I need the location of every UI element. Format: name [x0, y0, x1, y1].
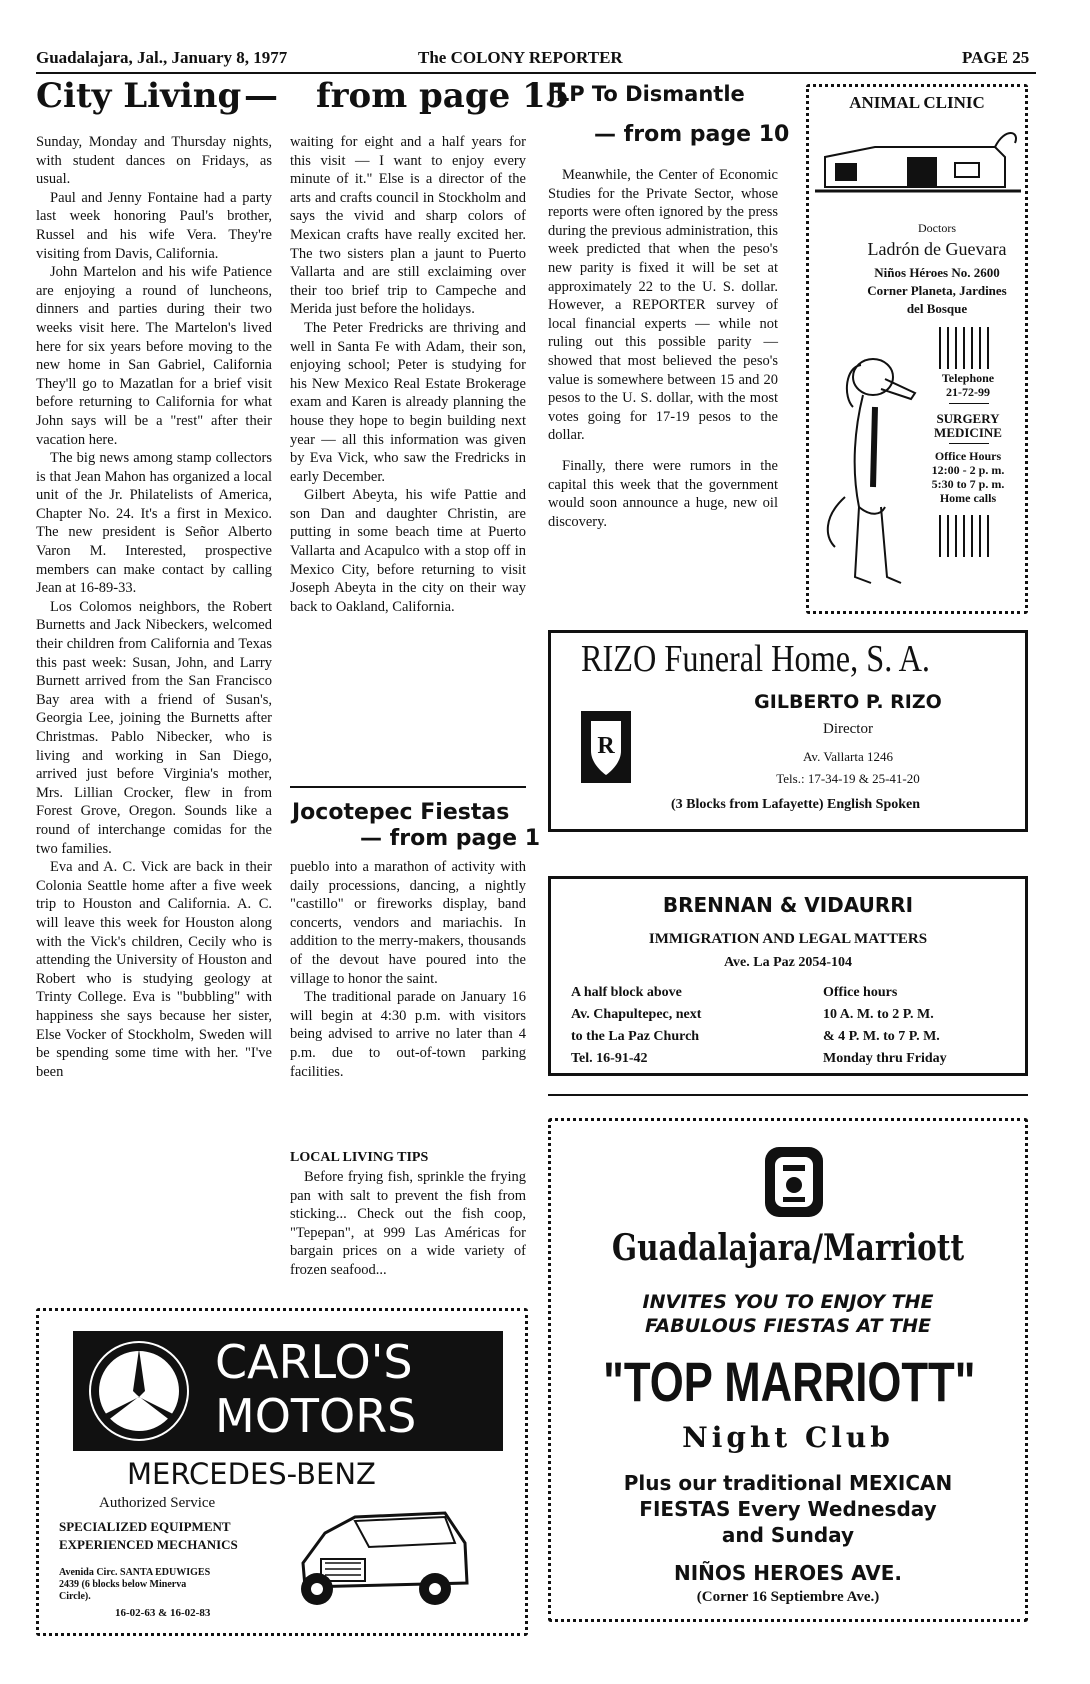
city-living-from: from page 15	[316, 76, 570, 116]
rizo-note: (3 Blocks from Lafayette) English Spoken	[671, 797, 921, 812]
marriott-corner: (Corner 16 Septiembre Ave.)	[696, 1589, 880, 1605]
carlos-name-1: CARLO'S	[215, 1335, 413, 1389]
service-medicine: MEDICINE	[934, 425, 1002, 440]
telephone-number: 21-72-99	[946, 385, 990, 399]
animal-clinic-title: ANIMAL CLINIC	[849, 93, 985, 112]
rizo-logo-letter: R	[597, 733, 615, 759]
page-number: PAGE 25	[962, 48, 1030, 67]
city-living-title: City Living	[36, 76, 242, 116]
brennan-location-2: Av. Chapultepec, next	[571, 1007, 702, 1022]
jocotepec-from: — from page 1	[360, 826, 541, 851]
service-surgery: SURGERY	[936, 411, 1000, 426]
carlos-address-1: Avenida Circ. SANTA EDUWIGES	[59, 1567, 211, 1578]
carlos-line-2: EXPERIENCED MECHANICS	[59, 1537, 238, 1552]
paragraph: Before frying fish, sprinkle the frying pan with salt to prevent the fish from sticking... Check out the fish coop, "Tepepan", at 999 Las Américas for bargain prices on a wide variety of frozen seafood...	[290, 1169, 526, 1278]
clinic-building-icon	[815, 117, 1021, 207]
rizo-director-label: Director	[823, 721, 873, 737]
animal-clinic-ad	[806, 84, 1028, 614]
carlos-address-3: Circle).	[59, 1591, 91, 1602]
paragraph: Los Colomos neighbors, the Robert Burnetts and Jack Nibeckers, welcomed their children from California and Texas this past week: Susan, John, and Larry Burnett arrived from the San Francisco Bay area with a friend of Susan's, Georgia Lee, joining the Burnetts after Christmas. Pablo Nibecker, who is living and working in San Diego, arrived just before Virginia's mother, Mrs. Lillian Crocker, flew in from Forest Grove, Oregon. Sounds like a round of interchange comidas for the two families.	[36, 598, 272, 857]
carlos-name-2: MOTORS	[215, 1389, 417, 1443]
city-living-column-2	[290, 133, 526, 616]
carlos-phones: 16-02-63 & 16-02-83	[115, 1607, 211, 1619]
column-rule	[290, 786, 526, 788]
paragraph: John Martelon and his wife Patience are enjoying a round of luncheons, dinners and parties during their two weeks visit here. The Martelon's lived here for six years before moving to the new home in San Gabriel, California They'll go to Mazatlan for a brief visit before returning to California for what John says will be a "rest" after their vacation here.	[36, 264, 272, 448]
divider-bars	[929, 515, 999, 557]
mercedes-star-icon	[83, 1335, 195, 1447]
brennan-vidaurri-ad	[548, 876, 1028, 1076]
local-living-tips-body	[290, 1168, 526, 1280]
clinic-address-1: Niños Héroes No. 2600	[874, 265, 1000, 280]
brennan-title: BRENNAN & VIDAURRI	[662, 893, 914, 917]
marriott-plus-3: and Sunday	[721, 1523, 855, 1547]
marriott-invite-2: FABULOUS FIESTAS AT THE	[645, 1315, 931, 1337]
newspaper-name: The COLONY REPORTER	[418, 48, 623, 67]
paragraph: Paul and Jenny Fontaine had a party last week honoring Paul's brother, Russel and his wife Vera. They're visiting from Davis, California.	[36, 189, 272, 262]
marriott-ad	[548, 1118, 1028, 1622]
paragraph: pueblo into a marathon of activity with daily processions, dancing, a nightly "castillo" or fireworks display, band concerts, vendors and mariachis. In addition to the merry-makers, thousands of the devout have poured into the village to honor the saint.	[290, 859, 526, 987]
home-calls: Home calls	[939, 491, 997, 505]
marriott-invite-1: INVITES YOU TO ENJOY THE	[642, 1291, 934, 1313]
clinic-address-3: del Bosque	[906, 301, 968, 316]
paragraph: Gilbert Abeyta, his wife Pattie and son Dan and daughter Christin, are putting in some beach time at Puerto Vallarta and Acapulco with a stop off in Mexico City, before returning to visit Joseph Abeyta in the city on their way back to Oakland, California.	[290, 487, 526, 615]
marriott-night-club: Night Club	[682, 1421, 894, 1454]
brennan-subtitle: IMMIGRATION AND LEGAL MATTERS	[648, 931, 928, 947]
separator-rule	[548, 1094, 1028, 1096]
jocotepec-body	[290, 858, 526, 1081]
doctor-name: Ladrón de Guevara	[867, 239, 1007, 259]
brennan-hours-1: 10 A. M. to 2 P. M.	[823, 1007, 934, 1022]
dog-icon	[815, 347, 925, 607]
city-living-column-1	[36, 133, 272, 1081]
jlp-body	[548, 166, 778, 531]
paragraph: Eva and A. C. Vick are back in their Colonia Seattle home after a five week trip to Houston and California. A. C. will leave this week for Houston along with the Vick's children, Cecily who is attending the University of Houston and Robert who is studying geology at Trinty College. Eva is "bubbling" with happiness she says because her sister, Else Vocker of Stockholm, Sweden will be spending some time with her. "I've been	[36, 859, 272, 1080]
dateline: Guadalajara, Jal., January 8, 1977	[36, 48, 288, 67]
brennan-hours-2: & 4 P. M. to 7 P. M.	[823, 1029, 940, 1044]
rizo-shield-icon	[581, 711, 631, 783]
rizo-director-name: GILBERTO P. RIZO	[754, 691, 942, 713]
rizo-phones: Tels.: 17-34-19 & 25-41-20	[776, 771, 920, 786]
paragraph: Finally, there were rumors in the capital this week that the government would soon announce a huge, new oil discovery.	[548, 457, 778, 530]
divider	[949, 443, 989, 444]
telephone-label: Telephone	[941, 371, 995, 385]
rizo-title: RIZO Funeral Home, S. A.	[581, 638, 930, 680]
brennan-hours-3: Monday thru Friday	[823, 1051, 947, 1066]
office-hours-2: 5:30 to 7 p. m.	[931, 477, 1005, 491]
header-rule	[36, 72, 1036, 74]
paragraph: The big news among stamp collectors is that Jean Mahon has organized a local unit of the Jr. Philatelists of America, Chapter No. 24. It's a first in Mexico. The new president is Señor Alberto Varon M. Interested, prospective members can make contact by calling Jean at 16-89-33.	[36, 450, 272, 597]
marriott-brand: Guadalajara/Marriott	[611, 1227, 965, 1269]
jocotepec-title: Jocotepec Fiestas	[292, 800, 510, 825]
carlos-address-2: 2439 (6 blocks below Minerva	[59, 1579, 187, 1590]
marriott-club: "TOP MARRIOTT"	[603, 1350, 976, 1413]
jlp-title: JLP To Dismantle	[548, 82, 745, 106]
brennan-hours-title: Office hours	[823, 985, 898, 1000]
paragraph: waiting for eight and a half years for this visit — I want to enjoy every minute of it." Else is a director of the arts and crafts council in Stockholm and says the vivid and sharp colors of Mexican crafts have really excited her. The two sisters plan a jaunt to Puerto Vallarta and are still exclaiming over their too brief trip to Campeche and Merida just before the holidays.	[290, 134, 526, 318]
clinic-address-2: Corner Planeta, Jardines	[867, 283, 1007, 298]
paragraph: Meanwhile, the Center of Economic Studies for the Private Sector, whose reports were often ignored by the press during the previous administration, this week predicted that when the peso's new parity is fixed it will be set at approximately 22 to the U. S. dollar. However, a REPORTER survey of local financial experts — while not ruling out this possible parity — showed that most believed the peso's value is somewhere between 15 and 20 pesos to the U. S. dollar, with the most votes going for 17-19 pesos to the dollar.	[548, 167, 778, 444]
car-icon	[295, 1503, 471, 1613]
marriott-logo-icon	[763, 1145, 825, 1219]
brennan-telephone: Tel. 16-91-42	[571, 1051, 648, 1066]
marriott-street: NIÑOS HEROES AVE.	[674, 1561, 902, 1585]
marriott-plus-1: Plus our traditional MEXICAN	[623, 1471, 953, 1495]
local-living-tips-title: LOCAL LIVING TIPS	[290, 1150, 429, 1165]
city-living-dash: —	[244, 76, 278, 116]
carlos-line-1: SPECIALIZED EQUIPMENT	[59, 1519, 231, 1534]
paragraph: The traditional parade on January 16 will begin at 4:30 p.m. with visitors being advised to arrive no later than 4 p.m. due to out-of-town parking facilities.	[290, 989, 526, 1080]
office-hours-title: Office Hours	[934, 449, 1002, 463]
divider	[949, 403, 989, 404]
jlp-from: — from page 10	[594, 122, 790, 147]
marriott-plus-2: FIESTAS Every Wednesday	[639, 1497, 937, 1521]
carlos-motors-ad	[36, 1308, 528, 1636]
brennan-location-3: to the La Paz Church	[571, 1029, 700, 1044]
carlos-brand: MERCEDES-BENZ	[127, 1457, 376, 1491]
paragraph: The Peter Fredricks are thriving and well in Santa Fe with Adam, their son, enjoying school; Peter is studying for his New Mexico Real Estate Brokerage exam and Karen is already planning the house they hope to begin building next year — all this information was given by Eva Vick, who saw the Fredricks in early December.	[290, 319, 526, 485]
doctors-label: Doctors	[918, 221, 956, 235]
rizo-funeral-ad	[548, 630, 1028, 832]
brennan-address: Ave. La Paz 2054-104	[723, 955, 853, 970]
rizo-address: Av. Vallarta 1246	[802, 749, 894, 764]
divider-bars	[929, 327, 999, 369]
paragraph: Sunday, Monday and Thursday nights, with student dances on Fridays, as usual.	[36, 134, 272, 188]
office-hours-1: 12:00 - 2 p. m.	[931, 463, 1005, 477]
brennan-location-1: A half block above	[571, 985, 682, 1000]
carlos-service: Authorized Service	[99, 1495, 216, 1511]
